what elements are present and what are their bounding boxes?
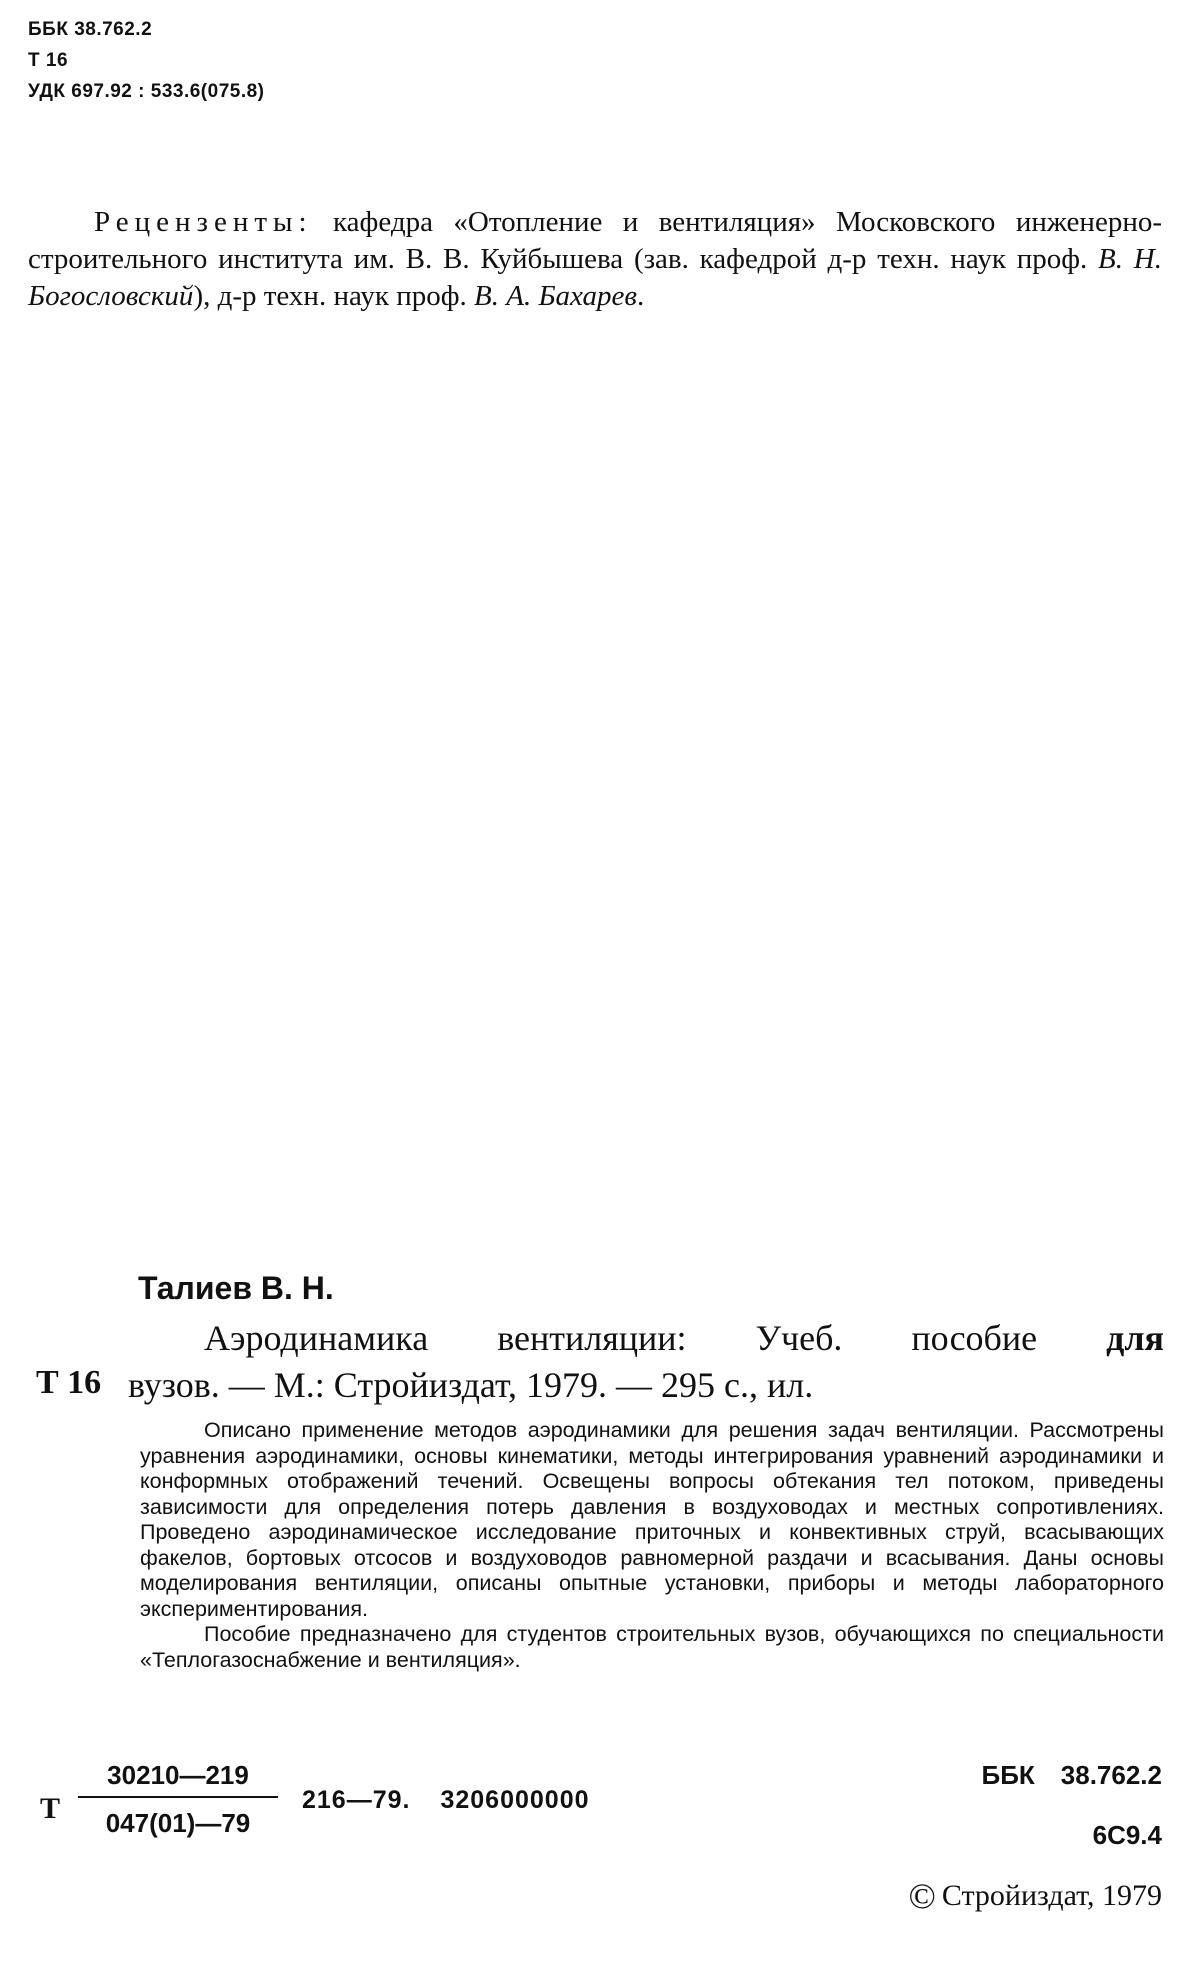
reviewers-text-3: .	[637, 280, 645, 312]
author-code: Т 16	[28, 50, 69, 71]
reviewer-name-1: В. Н. Богословский	[28, 243, 1162, 312]
reviewers-paragraph	[28, 204, 1162, 315]
card-abstract	[140, 1418, 1164, 1673]
reviewers-text-1: кафедра «Отопление и вентиляция» Московского инженерно-строительного института им. В. В. Куйбышева (зав. кафедрой д-р техн. наук проф.	[28, 206, 1162, 275]
card-title-line-2: вузов. — М.: Стройиздат, 1979. — 295 с., ил.	[128, 1365, 814, 1405]
imprint-secondary-code: 6С9.4	[1092, 1820, 1162, 1850]
reviewer-name-2: В. А. Бахарев	[474, 280, 637, 312]
card-title-line-1: Аэродинамика вентиляции: Учеб. пособие для	[204, 1318, 1165, 1358]
imprint-bbk	[982, 1758, 1162, 1792]
abstract-paragraph-2: Пособие предназначено для студентов строительных вузов, обучающихся по специальности «Теплогазоснабжение и вентиляция».	[140, 1622, 1164, 1672]
copyright-text: Стройиздат, 1979	[941, 1879, 1162, 1912]
imprint-bbk-value: 38.762.2	[1060, 1760, 1162, 1790]
imprint-letter: Т	[40, 1792, 61, 1825]
copyright-line	[908, 1878, 1162, 1914]
imprint-order-code: 3206000000	[440, 1786, 590, 1814]
imprint-bbk-label: ББК	[981, 1760, 1035, 1790]
reviewers-label: Рецензенты:	[94, 206, 313, 238]
imprint-order-number: 216—79.	[302, 1786, 411, 1814]
udk-index: УДК 697.92 : 533.6(075.8)	[28, 81, 265, 102]
copyright-icon: ©	[908, 1876, 936, 1916]
card-author: Талиев В. Н.	[138, 1270, 334, 1306]
abstract-paragraph-1: Описано применение методов аэродинамики для решения задач вентиляции. Рассмотрены уравнения аэродинамики, основы кинематики, методы интегрирования уравнений аэродинамики и конформных отображений течений. Освещены вопросы обтекания тел потоком, приведены зависимости для определения потерь давления в воздуховодах и местных сопротивлениях. Проведено аэродинамическое исследование приточных и конвективных струй, всасывающих факелов, бортовых отсосов и воздуховодов равномерной раздачи и всасывания. Даны основы моделирования вентиляции, описаны опытные установки, приборы и методы лабораторного экспериментирования.	[140, 1418, 1164, 1621]
imprint-order	[302, 1786, 590, 1815]
imprint-fraction	[78, 1758, 278, 1840]
bbk-index: ББК 38.762.2	[28, 19, 153, 40]
imprint-numerator: 30210—219	[78, 1758, 278, 1798]
imprint-denominator: 047(01)—79	[105, 1808, 251, 1838]
card-code: Т 16	[36, 1364, 102, 1401]
reviewers-text-2: ), д-р техн. наук проф.	[193, 280, 475, 312]
card-title-line-1-end: для	[1106, 1318, 1165, 1358]
index-block	[28, 14, 265, 107]
